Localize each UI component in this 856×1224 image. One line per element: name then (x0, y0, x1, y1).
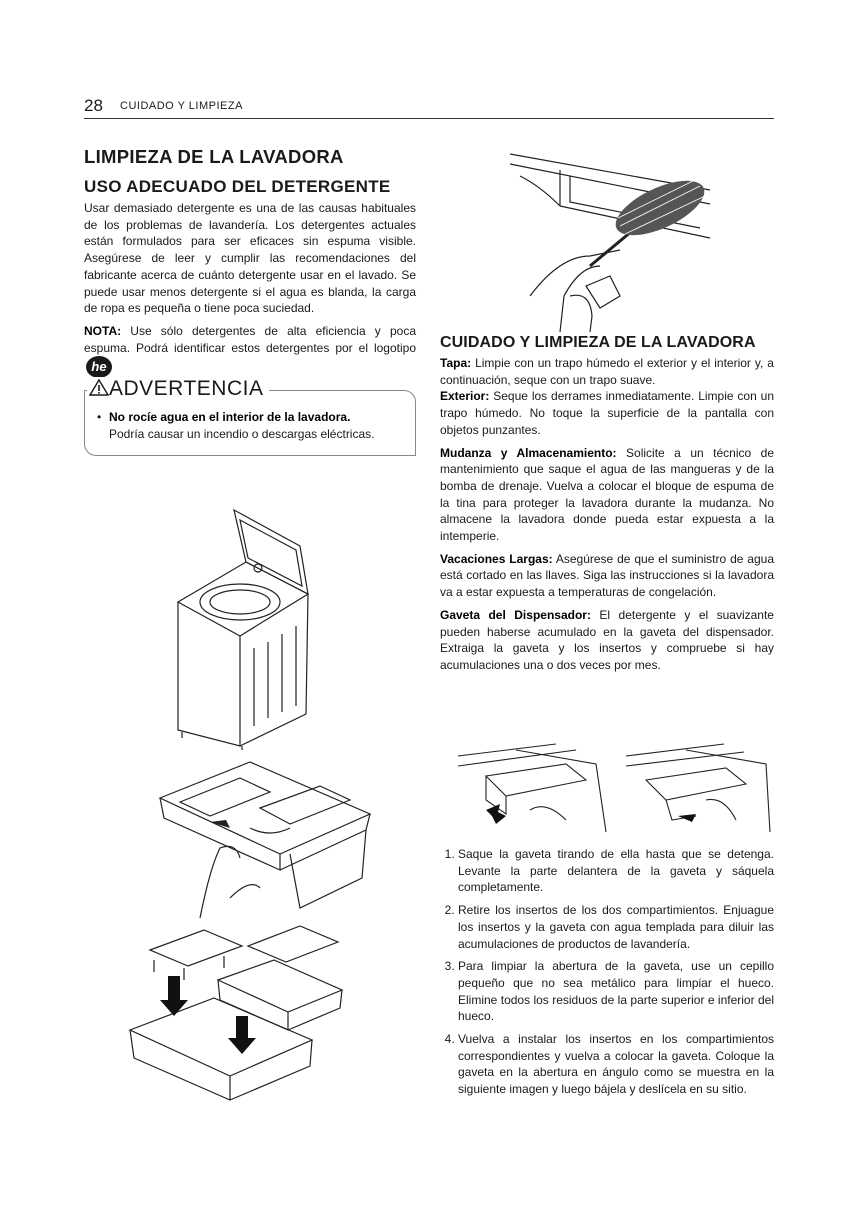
steps-list (440, 846, 774, 1098)
note-text: Use sólo detergentes de alta eficiencia y poca espuma. Podrá identificar estos detergentes por el logotipo (84, 323, 416, 355)
note-label: NOTA: (84, 323, 122, 338)
page-title: LIMPIEZA DE LA LAVADORA (84, 146, 344, 167)
paragraph-mudanza: Mudanza y Almacenamiento: Solicite a un técnico de mantenimiento que saque el agua de las mangueras y de la bomba de drenaje. Vuelva a colocar el bloque de espuma de la tina para proteger la lavadora durante la mudanza. No almacene la lavadora donde pueda estar expuesta a la intemperie. (440, 445, 774, 544)
page-number: 28 (84, 96, 103, 115)
washer-illustration (168, 506, 316, 750)
section-label: CUIDADO Y LIMPIEZA (120, 100, 243, 112)
care-title: CUIDADO Y LIMPIEZA DE LA LAVADORA (440, 334, 756, 351)
care-paragraphs (440, 355, 774, 674)
step-item: 3. Para limpiar la abertura de la gaveta, use un cepillo pequeño que no sea metálico para limpiar el hueco. Elimine todos los residuos de la parte superior e inferior del hueco. (458, 958, 774, 1025)
steps-wrapper (440, 836, 774, 1104)
section-subtitle: USO ADECUADO DEL DETERGENTE (84, 177, 391, 196)
drawer-illustration (140, 758, 376, 918)
step-item: 2. Retire los insertos de los dos compartimientos. Enjuague los insertos y la gaveta con agua templada para diluir las acumulaciones de productos de lavandería. (458, 902, 774, 952)
remove-drawer-illustration (456, 740, 772, 836)
he-logo: he (86, 356, 112, 378)
note-paragraph (84, 323, 416, 378)
paragraph-exterior: Exterior: Seque los derrames inmediatamente. Limpie con un trapo húmedo. No toque la superficie de la pantalla con objetos punzantes. (440, 389, 774, 437)
paragraph-tapa: Tapa: Limpie con un trapo húmedo el exterior y el interior y, a continuación, seque con un trapo suave. (440, 356, 774, 387)
inserts-illustration (124, 920, 348, 1102)
paragraph-vacaciones: Vacaciones Largas: Asegúrese de que el suministro de agua está cortado en las llaves. Siga las instrucciones si la lavadora va a estar expuesta a temperaturas de congelación. (440, 551, 775, 600)
warning-heading (87, 377, 269, 401)
step-item: 4. Vuelva a instalar los insertos en los compartimientos correspondientes y vuelva a colocar la gaveta. Coloque la gaveta en la abertura en ángulo como se muestra en la siguiente imagen y luego bájela y deslícela en su sitio. (458, 1031, 774, 1098)
warning-heading-text: ADVERTENCIA (109, 377, 264, 401)
paragraph-gaveta: Gaveta del Dispensador: El detergente y el suavizante pueden haberse acumulado en la gaveta del dispensador. Extraiga la gaveta y los insertos y compruebe si hay acumulaciones una o dos veces por mes. (440, 607, 774, 672)
warning-bold: No rocíe agua en el interior de la lavadora. (109, 410, 351, 425)
warning-item (97, 409, 403, 442)
brush-cleaning-illustration (500, 146, 720, 332)
warning-box (84, 377, 416, 455)
warning-triangle-icon (89, 379, 109, 396)
step-item: 1. Saque la gaveta tirando de ella hasta que se detenga. Levante la parte delantera de la gaveta y sáquela completamente. (458, 846, 774, 896)
page-header (84, 96, 774, 119)
intro-paragraph: Usar demasiado detergente es una de las causas habituales de los problemas de lavandería. Los detergentes actuales están formulados para ser eficaces sin espuma visible. Asegúrese de leer y cumplir las recomendaciones del fabricante acerca de cuánto detergente usar en el lavado. Se puede usar menos detergente si el agua es blanda, la carga de ropa es pequeña o tiene poca suciedad. (84, 201, 416, 316)
warning-text: Podría causar un incendio o descargas eléctricas. (109, 427, 375, 442)
right-column (440, 334, 774, 674)
left-column (84, 146, 416, 456)
